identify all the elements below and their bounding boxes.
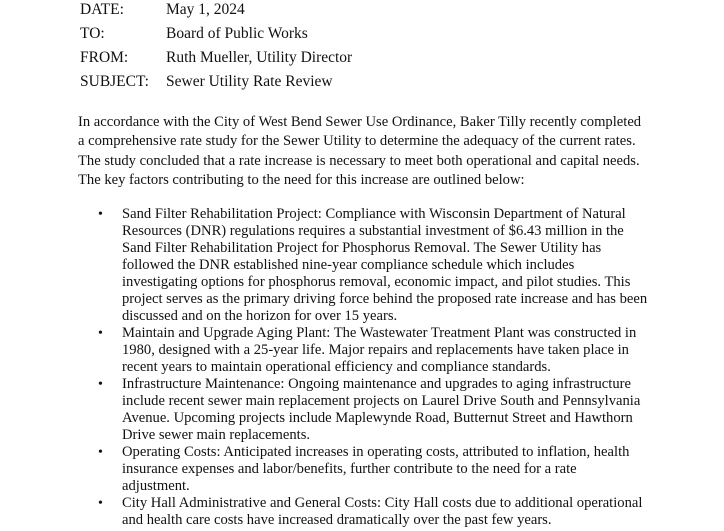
- date-value: May 1, 2024: [166, 1, 245, 18]
- list-item-line: discussed and on the horizon for over 15 years.: [122, 308, 398, 324]
- list-item-line: Operating Costs: Anticipated increases in operating costs, attributed to inflation, health: [122, 444, 630, 460]
- list-item-line: and health care costs have increased dramatically over the past few years.: [122, 512, 552, 528]
- list-item-line: include recent sewer main replacement projects on Laurel Drive South and Pennsylvania: [122, 393, 641, 409]
- list-item-line: recent years to maintain operational efficiency and compliance standards.: [122, 359, 551, 375]
- intro-line: a comprehensive rate study for the Sewer Utility to determine the adequacy of the current rates.: [78, 133, 636, 150]
- memo-header-from: [80, 46, 352, 70]
- list-item-line: followed the DNR established nine-year compliance schedule which includes: [122, 257, 575, 273]
- list-item-line: Infrastructure Maintenance: Ongoing maintenance and upgrades to aging infrastructure: [122, 376, 631, 392]
- intro-line: In accordance with the City of West Bend Sewer Use Ordinance, Baker Tilly recently completed: [78, 114, 642, 130]
- intro-line: The study concluded that a rate increase is necessary to meet both operational and capital needs.: [78, 152, 640, 169]
- list-item-line: Sand Filter Rehabilitation Project: Compliance with Wisconsin Department of Natural: [122, 206, 626, 222]
- from-value: Ruth Mueller, Utility Director: [166, 49, 353, 66]
- list-item-line: Maintain and Upgrade Aging Plant: The Wastewater Treatment Plant was constructed in: [122, 325, 637, 341]
- memo-header-to: [80, 22, 352, 46]
- list-item-line: Avenue. Upcoming projects include Maplewynde Road, Butternut Street and Hawthorn: [122, 410, 633, 426]
- list-item-line: Sand Filter Rehabilitation Project for Phosphorus Removal. The Sewer Utility has: [122, 240, 602, 256]
- memo-header-date: [80, 0, 352, 22]
- memo-header: [80, 0, 352, 94]
- subject-label: SUBJECT:: [80, 73, 149, 90]
- list-item: [98, 325, 658, 376]
- intro-line: The key factors contributing to the need for this increase are outlined below:: [78, 172, 525, 189]
- list-item: [98, 376, 658, 444]
- list-item: [98, 444, 658, 495]
- date-label: DATE:: [80, 1, 124, 18]
- list-item-line: investigating options for phosphorus removal, economic impact, and pilot studies. This: [122, 274, 631, 290]
- bullet-icon: •: [98, 496, 103, 511]
- key-factors-list: [98, 206, 658, 529]
- list-item-line: Drive sewer main replacements.: [122, 427, 311, 443]
- list-item-line: project serves as the primary driving force behind the proposed rate increase and has been: [122, 291, 648, 307]
- list-item-line: City Hall Administrative and General Costs: City Hall costs due to additional operational: [122, 495, 643, 511]
- list-item-line: adjustment.: [122, 478, 190, 494]
- intro-paragraph: [78, 113, 642, 191]
- to-label: TO:: [80, 25, 105, 42]
- subject-value: Sewer Utility Rate Review: [166, 73, 333, 90]
- bullet-icon: •: [98, 326, 103, 341]
- list-item-line: 1980, designed with a 25-year life. Major repairs and replacements have taken place in: [122, 342, 629, 358]
- bullet-icon: •: [98, 377, 103, 392]
- list-item-line: Resources (DNR) regulations requires a substantial investment of $6.43 million in the: [122, 223, 624, 239]
- to-value: Board of Public Works: [166, 25, 308, 42]
- list-item: [98, 206, 658, 325]
- bullet-icon: •: [98, 445, 103, 460]
- list-item-line: insurance expenses and labor/benefits, further contribute to the need for a rate: [122, 461, 577, 477]
- bullet-icon: •: [98, 207, 103, 222]
- from-label: FROM:: [80, 49, 129, 66]
- memo-header-subject: [80, 70, 352, 94]
- list-item: [98, 495, 658, 529]
